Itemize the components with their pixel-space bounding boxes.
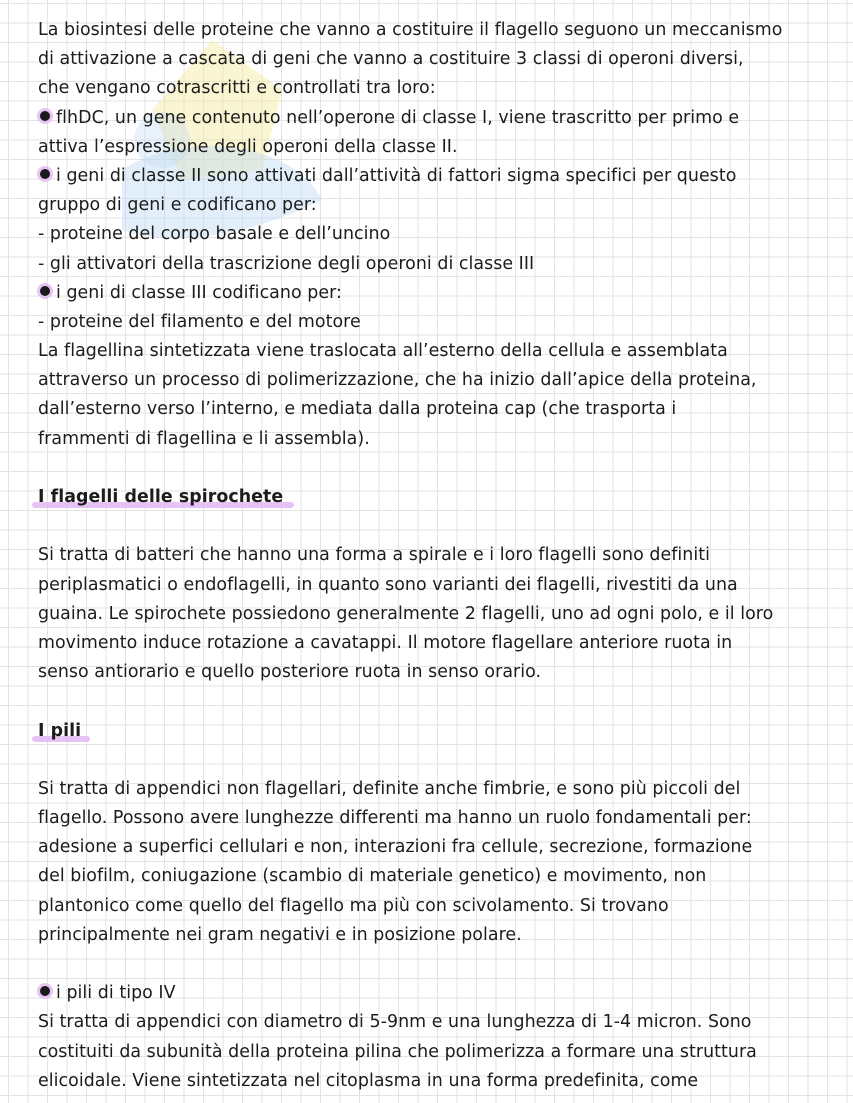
heading-container (38, 717, 81, 746)
dash-item: - proteine del filamento e del motore (38, 311, 361, 332)
bullet-text: i geni di classe II sono attivati dall’attività di fattori sigma specifici per questo (56, 165, 737, 186)
heading-text: I pili (38, 720, 82, 741)
spacer (38, 454, 828, 483)
paragraph-line: flagello. Possono avere lunghezze differenti ma hanno un ruolo fondamentali per: (38, 808, 752, 829)
spacer (38, 746, 828, 775)
pili-paragraph (38, 775, 828, 950)
paragraph-line: dall’esterno verso l’interno, e mediata dalla proteina cap (che trasporta i (38, 399, 677, 420)
bullet-dot-icon (40, 111, 50, 121)
pili-iv-paragraph (38, 1008, 828, 1096)
spacer (38, 950, 828, 979)
section-heading-spirochete (38, 483, 828, 512)
section-heading-pili (38, 717, 828, 746)
bullet-item-class-iii (38, 279, 828, 308)
heading-text: I flagelli delle spirochete (38, 487, 284, 507)
paragraph-line: elicoidale. Viene sintetizzata nel citoplasma in una forma predefinita, come (38, 1070, 699, 1091)
spacer (38, 687, 828, 716)
dash-item: - gli attivatori della trascrizione degli operoni di classe III (38, 253, 535, 274)
spacer (38, 512, 828, 541)
paragraph-line: costituiti da subunità della proteina pilina che polimerizza a formare una struttura (38, 1041, 757, 1062)
flagella-biosynthesis-section (38, 16, 828, 454)
document-page (38, 16, 828, 1096)
dash-item: - proteine del corpo basale e dell’uncino (38, 224, 391, 245)
bullet-text: i pili di tipo IV (56, 983, 176, 1004)
heading-container (38, 483, 283, 512)
bullet-dot-icon (40, 286, 50, 296)
paragraph-line: Si tratta di appendici non flagellari, definite anche fimbrie, e sono più piccoli del (38, 778, 741, 799)
paragraph-line: La flagellina sintetizzata viene traslocata all’esterno della cellula e assemblata (38, 341, 728, 362)
paragraph-line: principalmente nei gram negativi e in posizione polare. (38, 924, 522, 945)
paragraph-line: che vengano cotrascritti e controllati tra loro: (38, 78, 436, 99)
bullet-continuation: attiva l’espressione degli operoni della classe II. (38, 136, 458, 157)
bullet-dot-icon (40, 169, 50, 179)
bullet-text: i geni di classe III codificano per: (56, 282, 342, 303)
paragraph-line: plantonico come quello del flagello ma più con scivolamento. Si trovano (38, 895, 669, 916)
paragraph-line: adesione a superfici cellulari e non, interazioni fra cellule, secrezione, formazione (38, 837, 753, 858)
paragraph-line: movimento induce rotazione a cavatappi. Il motore flagellare anteriore ruota in (38, 632, 733, 653)
paragraph-line: attraverso un processo di polimerizzazione, che ha inizio dall’apice della proteina, (38, 370, 757, 391)
bullet-text: flhDC, un gene contenuto nell’operone di classe I, viene trascritto per primo e (56, 107, 740, 128)
bullet-item-flhdc (38, 104, 828, 133)
paragraph-line: senso antiorario e quello posteriore ruota in senso orario. (38, 662, 542, 683)
paragraph-line: Si tratta di batteri che hanno una forma a spirale e i loro flagelli sono definiti (38, 545, 710, 566)
paragraph-line: La biosintesi delle proteine che vanno a costituire il flagello seguono un meccanismo (38, 20, 783, 40)
bullet-item-class-ii (38, 162, 828, 191)
spirochete-paragraph (38, 541, 828, 687)
paragraph-line: guaina. Le spirochete possiedono generalmente 2 flagelli, uno ad ogni polo, e il loro (38, 603, 774, 624)
paragraph-line: frammenti di flagellina e li assembla). (38, 428, 370, 449)
bullet-continuation: gruppo di geni e codificano per: (38, 195, 317, 216)
paragraph-line: di attivazione a cascata di geni che vanno a costituire 3 classi di operoni diversi, (38, 49, 744, 70)
paragraph-line: del biofilm, coniugazione (scambio di materiale genetico) e movimento, non (38, 866, 707, 887)
paragraph-line: periplasmatici o endoflagelli, in quanto sono varianti dei flagelli, rivestiti da una (38, 574, 738, 595)
bullet-dot-icon (40, 986, 50, 996)
paragraph-line: Si tratta di appendici con diametro di 5-9nm e una lunghezza di 1-4 micron. Sono (38, 1012, 752, 1033)
bullet-item-pili-iv (38, 979, 828, 1008)
